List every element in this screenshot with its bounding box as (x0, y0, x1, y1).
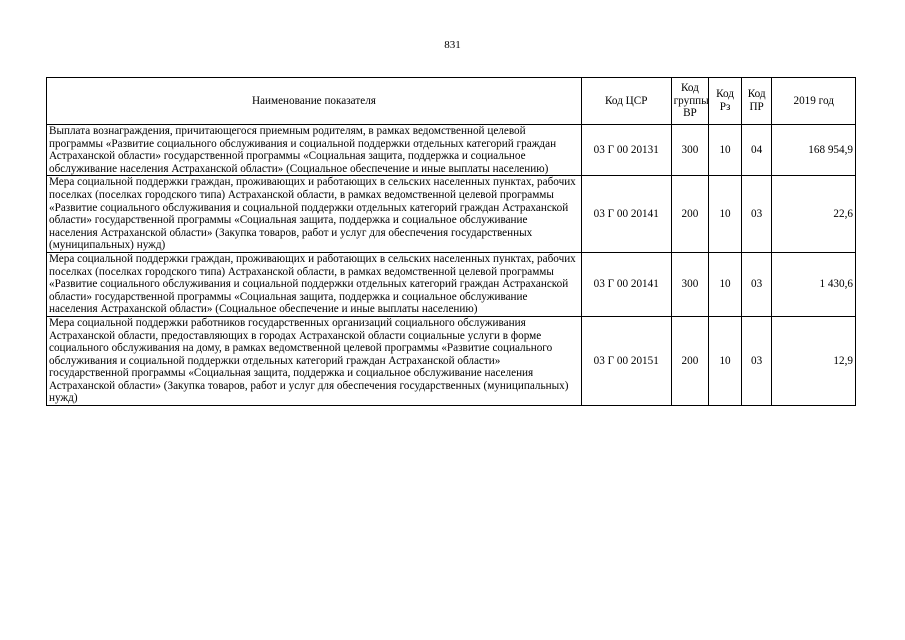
header-amount: 2019 год (772, 78, 856, 125)
header-csr: Код ЦСР (581, 78, 671, 125)
row-csr: 03 Г 00 20151 (581, 316, 671, 405)
row-name: Мера социальной поддержки граждан, проживающих и работающих в сельских населенных пунктах, рабочих поселках (поселках городского типа) Астраханской области, в рамках ведомственной целевой программы «Развитие социального обслуживания и социальной поддержки отдельных категорий граждан Астраханской области» государственной программы «Социальная защита, поддержка и социальное обслуживание населения Астраханской области» (Закупка товаров, работ и услуг для обеспечения государственных (муниципальных) нужд) (47, 176, 582, 253)
row-rz: 10 (709, 252, 742, 316)
row-amount: 1 430,6 (772, 252, 856, 316)
row-vr: 300 (671, 125, 709, 176)
row-name: Мера социальной поддержки граждан, проживающих и работающих в сельских населенных пунктах, рабочих поселках (поселках городского типа) Астраханской области, в рамках ведомственной целевой программы «Развитие социального обслуживания и социальной поддержки отдельных категорий граждан Астраханской области» государственной программы «Социальная защита, поддержка и социальное обслуживание населения Астраханской области» (Социальное обеспечение и иные выплаты населению) (47, 252, 582, 316)
header-vr: Код группы ВР (671, 78, 709, 125)
row-pr: 04 (741, 125, 772, 176)
row-name: Выплата вознаграждения, причитающегося приемным родителям, в рамках ведомственной целевой программы «Развитие социального обслуживания и социальной поддержки отдельных категорий граждан Астраханской области» государственной программы «Социальная защита, поддержка и социальное обслуживание населения Астраханской области» (Социальное обеспечение и иные выплаты населению) (47, 125, 582, 176)
row-amount: 22,6 (772, 176, 856, 253)
row-pr: 03 (741, 176, 772, 253)
row-csr: 03 Г 00 20141 (581, 252, 671, 316)
table-row (47, 316, 856, 405)
row-vr: 300 (671, 252, 709, 316)
row-pr: 03 (741, 252, 772, 316)
row-pr: 03 (741, 316, 772, 405)
table-row (47, 252, 856, 316)
row-rz: 10 (709, 316, 742, 405)
row-amount: 168 954,9 (772, 125, 856, 176)
row-vr: 200 (671, 176, 709, 253)
header-pr: Код ПР (741, 78, 772, 125)
row-name: Мера социальной поддержки работников государственных организаций социального обслуживания Астраханской области, предоставляющих в городах Астраханской области социальные услуги в форме социального обслуживания на дому, в рамках ведомственной целевой программы «Развитие социального обслуживания и социальной поддержки отдельных категорий граждан Астраханской области» государственной программы «Социальная защита, поддержка и социальное обслуживание населения Астраханской области» (Закупка товаров, работ и услуг для обеспечения государственных (муниципальных) нужд) (47, 316, 582, 405)
table-header-row (47, 78, 856, 125)
header-name: Наименование показателя (47, 78, 582, 125)
page-number: 831 (444, 39, 461, 51)
row-rz: 10 (709, 125, 742, 176)
row-amount: 12,9 (772, 316, 856, 405)
table-row (47, 125, 856, 176)
row-vr: 200 (671, 316, 709, 405)
row-rz: 10 (709, 176, 742, 253)
table-row (47, 176, 856, 253)
row-csr: 03 Г 00 20131 (581, 125, 671, 176)
header-rz: Код Рз (709, 78, 742, 125)
row-csr: 03 Г 00 20141 (581, 176, 671, 253)
budget-table (46, 77, 856, 406)
